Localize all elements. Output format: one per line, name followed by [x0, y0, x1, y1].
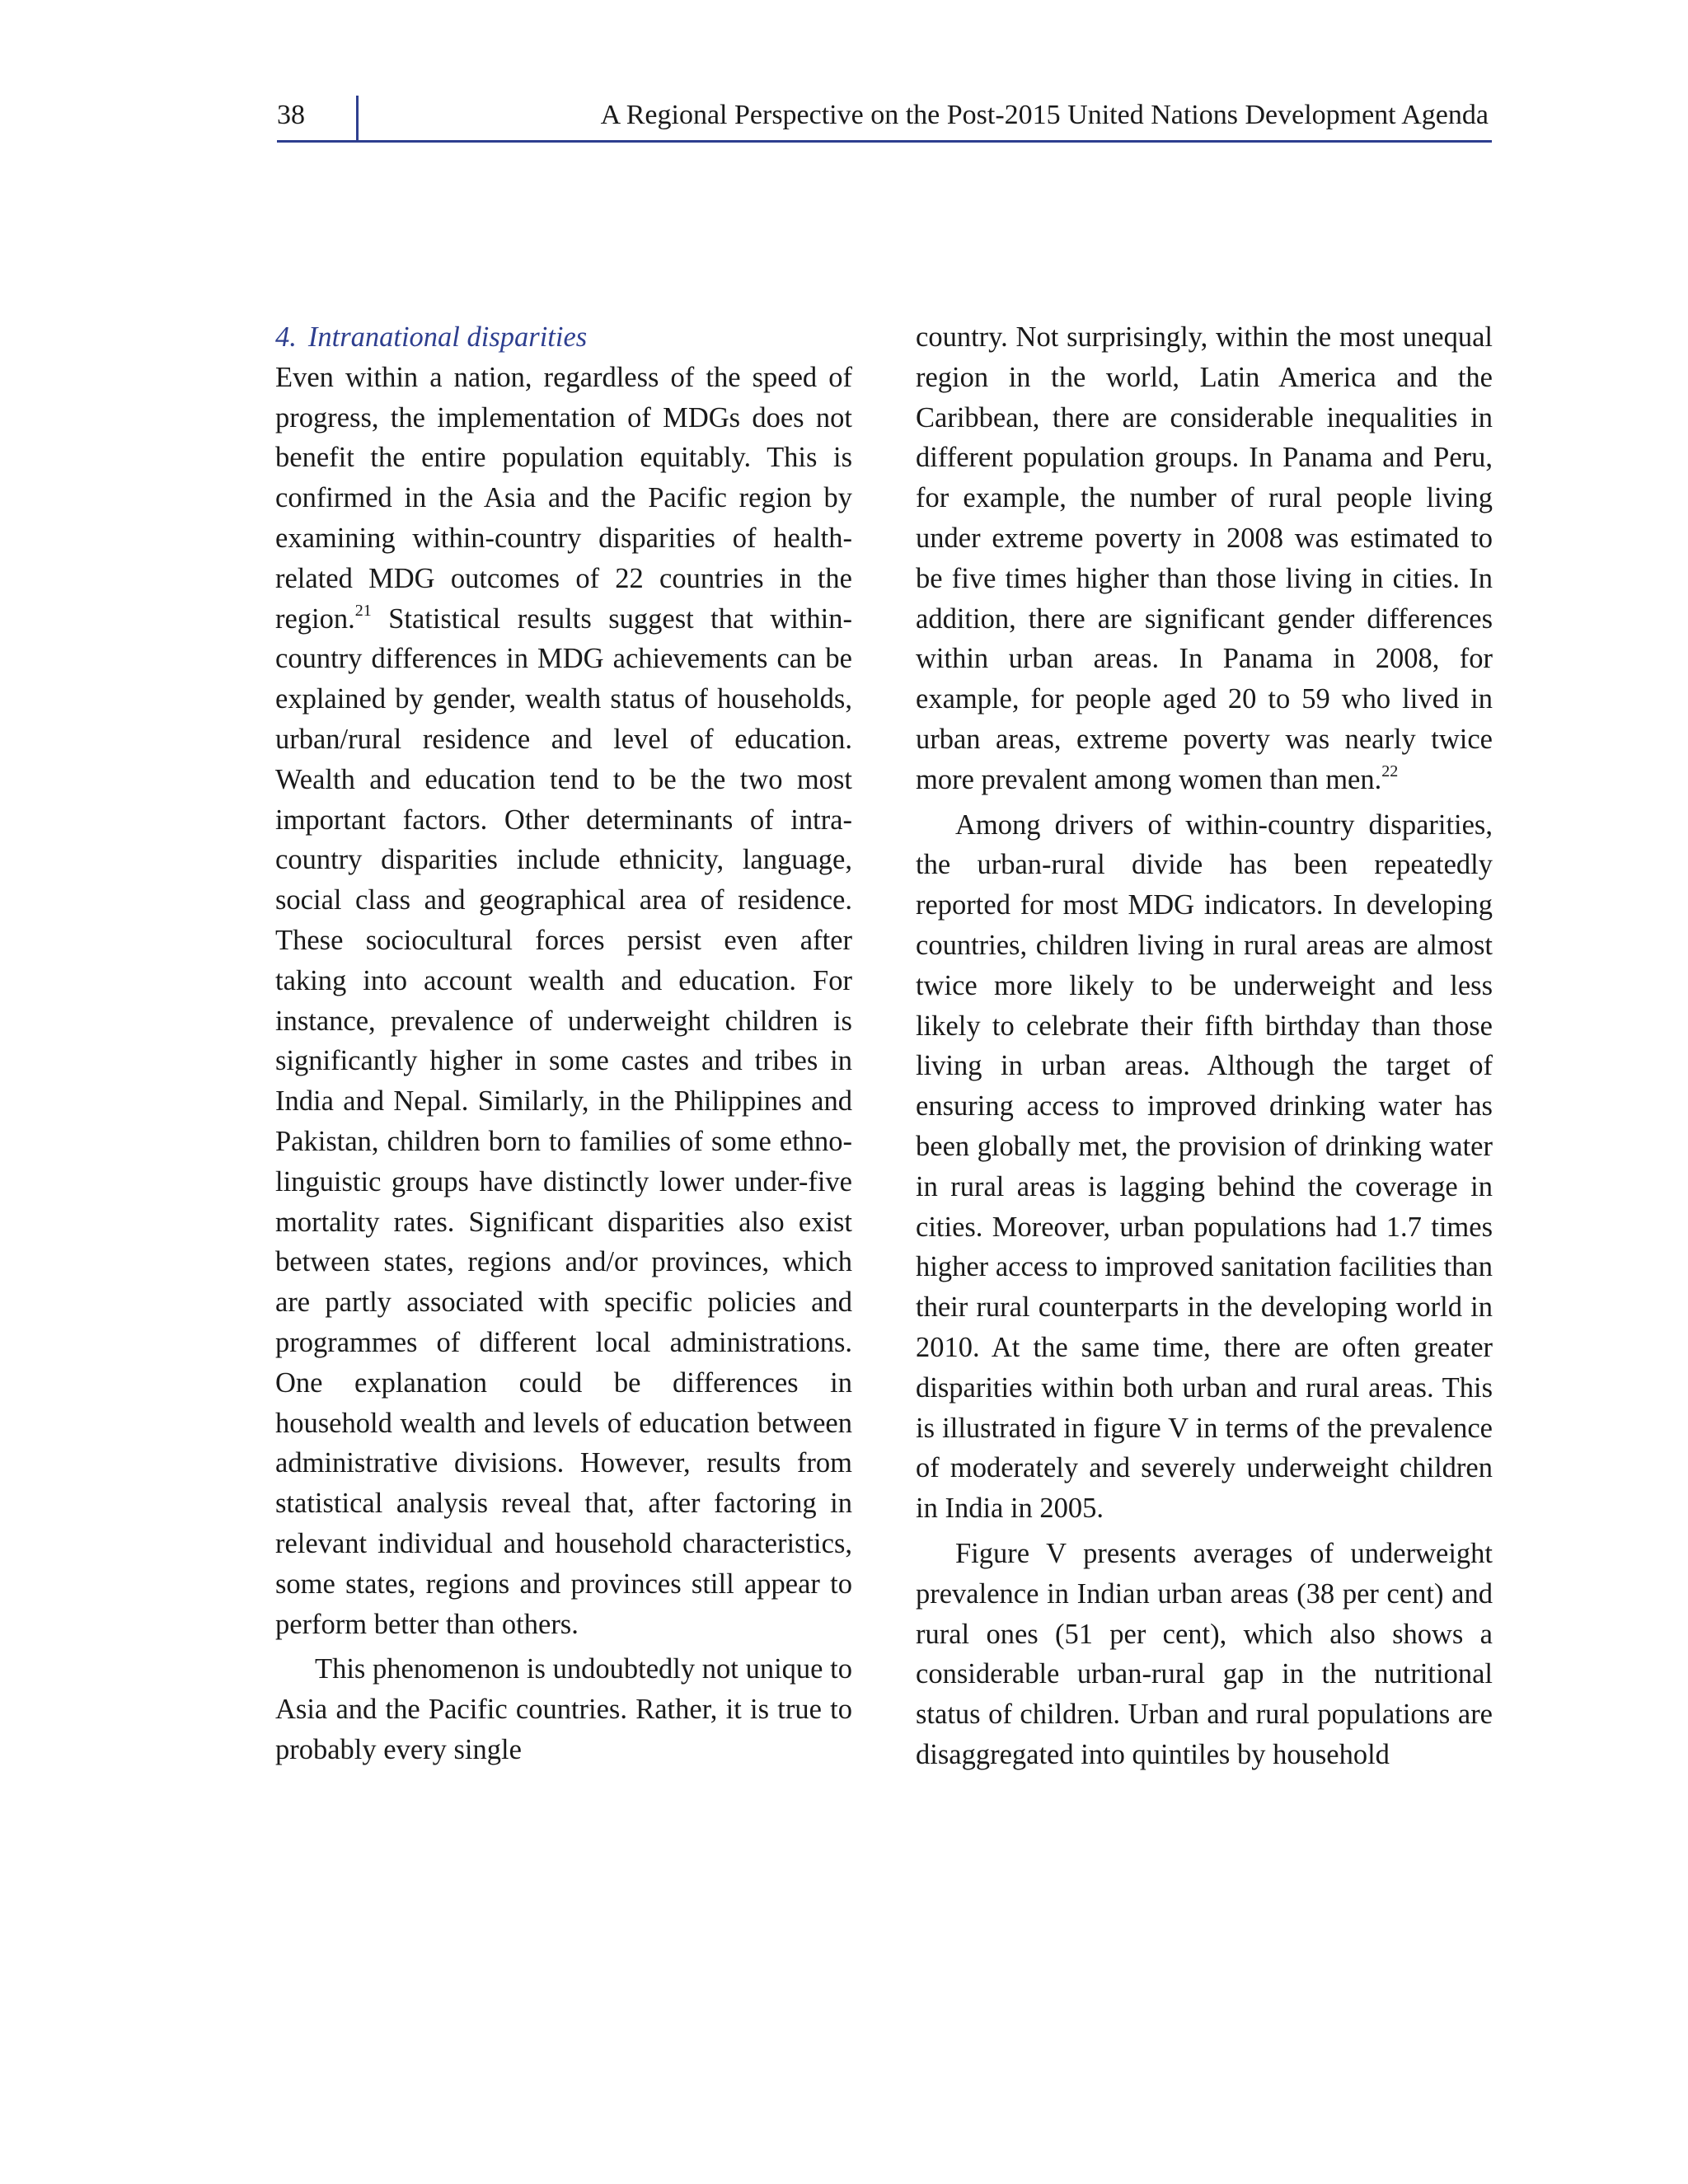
paragraph: Figure V presents averages of underweight prevalence in Indian urban areas (38 per cent) and rural ones (51 per cent), which also shows a considerable urban-rural gap in the nutritional status of children. Urban and rural populations are disaggregated into quintiles by household — [916, 1537, 1493, 1770]
running-title: A Regional Perspective on the Post-2015 United Nations Development Agenda — [600, 100, 1489, 130]
paragraph-text: Statistical results suggest that within-country differences in MDG achievements can be explained by gender, wealth status of households, urban/rural residence and level of education. Wealth and education tend to be the two most important factors. Other determinants of intra-country disparities include ethnicity, language, social class and geographical area of residence. These sociocultural forces persist even after taking into account wealth and education. For instance, prevalence of underweight children is significantly higher in some castes and tribes in India and Nepal. Similarly, in the Philippines and Pakistan, children born to families of some ethno-linguistic groups have distinctly lower under-five mortality rates. Significant disparities also exist between states, regions and/or provinces, which are partly associated with specific policies and programmes of different local administrations. One explanation could be differences in household wealth and levels of education between administrative divisions. However, results from statistical analysis reveal that, after factoring in relevant individual and household characteristics, some states, regions and provinces still appear to perform better than others. — [275, 602, 852, 1640]
section-number: 4. — [275, 321, 297, 353]
paragraph: This phenomenon is undoubtedly not unique to Asia and the Pacific countries. Rather, it is true to probably every single — [275, 1653, 852, 1765]
right-column — [916, 317, 1493, 1775]
paragraph-text: country. Not surprisingly, within the most unequal region in the world, Latin America and the Caribbean, there are considerable inequalities in different population groups. In Panama and Peru, for example, the number of rural people living under extreme poverty in 2008 was estimated to be five times higher than those living in cities. In addition, there are significant gender differences within urban areas. In Panama in 2008, for example, for people aged 20 to 59 who lived in urban areas, extreme poverty was nearly twice more prevalent among women than men. — [916, 321, 1493, 795]
footnote-ref[interactable]: 22 — [1381, 762, 1399, 780]
header-divider — [356, 96, 359, 140]
paragraph-text: Even within a nation, regardless of the speed of progress, the implementation of MDGs does not benefit the entire population equitably. This is confirmed in the Asia and the Pacific region by examining within-country disparities of health-related MDG outcomes of 22 countries in the region. — [275, 361, 852, 635]
footnote-ref[interactable]: 21 — [354, 601, 372, 620]
page-number: 38 — [277, 100, 305, 130]
section-title: Intranational disparities — [307, 321, 588, 353]
page-header — [277, 92, 1492, 143]
paragraph — [916, 317, 1493, 800]
section-heading — [275, 317, 852, 358]
paragraph — [275, 358, 852, 1645]
paragraph: Among drivers of within-country disparities, the urban-rural divide has been repeatedly reported for most MDG indicators. In developing countries, children living in rural areas are almost twice more likely to be underweight and less likely to celebrate their fifth birthday than those living in urban areas. Although the target of ensuring access to improved drinking water has been globally met, the provision of drinking water in rural areas is lagging behind the coverage in cities. Moreover, urban populations had 1.7 times higher access to improved sanitation facilities than their rural counterparts in the developing world in 2010. At the same time, there are often greater disparities within both urban and rural areas. This is illustrated in figure V in terms of the prevalence of moderately and severely underweight children in India in 2005. — [916, 808, 1493, 1525]
left-column — [275, 317, 852, 1770]
